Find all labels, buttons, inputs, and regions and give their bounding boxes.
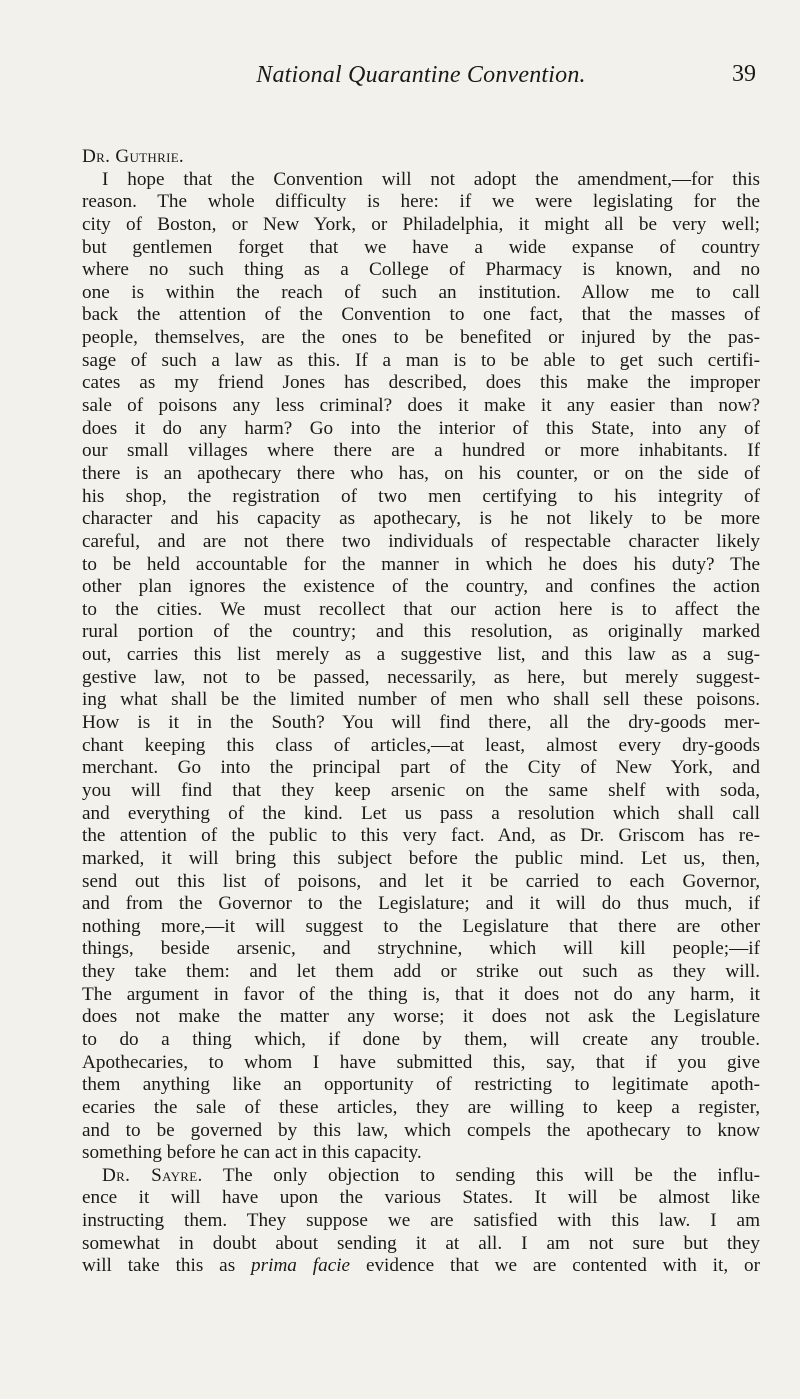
- text-line: somewhat in doubt about sending it at all. I am not sure but they: [82, 1232, 760, 1254]
- text-line: and to be governed by this law, which compels the apothecary to know: [82, 1119, 760, 1141]
- text-segment: will take this as: [82, 1255, 252, 1277]
- text-line: but gentlemen forget that we have a wide expanse of country: [82, 236, 760, 258]
- text-line: ecaries the sale of these articles, they are willing to keep a register,: [82, 1096, 760, 1118]
- text-line: cates as my friend Jones has described, does this make the improper: [82, 372, 760, 394]
- text-line: sage of such a law as this. If a man is to be able to get such certifi-: [82, 349, 760, 371]
- text-line: them anything like an opportunity of restricting to legitimate apoth-: [82, 1074, 760, 1096]
- page-number: 39: [732, 61, 756, 87]
- body-text: [82, 146, 760, 1278]
- text-line: there is an apothecary there who has, on his counter, or on the side of: [82, 462, 760, 484]
- text-line: something before he can act in this capacity.: [82, 1142, 422, 1164]
- text-line: his shop, the registration of two men certifying to his integrity of: [82, 485, 760, 507]
- text-line: people, themselves, are the ones to be benefited or injured by the pas-: [82, 327, 760, 349]
- speech-sayre-last-line: [82, 1255, 760, 1278]
- text-line: marked, it will bring this subject before the public mind. Let us, then,: [82, 847, 760, 869]
- text-line: The argument in favor of the thing is, that it does not do any harm, it: [82, 983, 760, 1005]
- speech-sayre: [82, 1187, 760, 1255]
- text-line: careful, and are not there two individuals of respectable character likely: [82, 530, 760, 552]
- text-line: reason. The whole difficulty is here: if we were legislating for the: [82, 191, 760, 213]
- text-line: things, beside arsenic, and strychnine, which will kill people;—if: [82, 938, 760, 960]
- speech-sayre-first-line: [82, 1165, 760, 1188]
- text-line: ence it will have upon the various States. It will be almost like: [82, 1187, 760, 1209]
- text-line: does it do any harm? Go into the interior of this State, into any of: [82, 417, 760, 439]
- text-line: and from the Governor to the Legislature; and it will do thus much, if: [82, 893, 760, 915]
- text-line: rural portion of the country; and this resolution, as originally marked: [82, 621, 760, 643]
- text-line: sale of poisons any less criminal? does it make it any easier than now?: [82, 395, 760, 417]
- text-line: send out this list of poisons, and let it be carried to each Governor,: [82, 870, 760, 892]
- italic-phrase: prima facie: [251, 1255, 351, 1277]
- text-line: How is it in the South? You will find there, all the dry-goods mer-: [82, 712, 760, 734]
- text-line: they take them: and let them add or strike out such as they will.: [82, 961, 760, 983]
- running-head: [82, 0, 760, 100]
- text-line: ing what shall be the limited number of men who shall sell these poisons.: [82, 689, 760, 711]
- speech-sayre-first-text: The only objection to sending this will be the influ-: [202, 1164, 760, 1186]
- text-line: our small villages where there are a hundred or more inhabitants. If: [82, 440, 760, 462]
- text-line: one is within the reach of such an institution. Allow me to call: [82, 281, 760, 303]
- text-line: does not make the matter any worse; it does not ask the Legislature: [82, 1006, 760, 1028]
- speaker-guthrie: Dr. Guthrie.: [82, 146, 185, 167]
- text-line: chant keeping this class of articles,—at least, almost every dry-goods: [82, 734, 760, 756]
- speech-guthrie: [82, 169, 760, 1165]
- text-line: merchant. Go into the principal part of the City of New York, and: [82, 757, 760, 779]
- text-line: and everything of the kind. Let us pass a resolution which shall call: [82, 802, 760, 824]
- text-line: the attention of the public to this very fact. And, as Dr. Griscom has re-: [82, 825, 760, 847]
- text-line: you will find that they keep arsenic on the same shelf with soda,: [82, 779, 760, 801]
- text-line: out, carries this list merely as a suggestive list, and this law as a sug-: [82, 644, 760, 666]
- text-line: instructing them. They suppose we are satisfied with this law. I am: [82, 1210, 760, 1232]
- text-line: I hope that the Convention will not adopt the amendment,—for this: [102, 168, 760, 190]
- text-line: other plan ignores the existence of the country, and confines the action: [82, 576, 760, 598]
- text-line: where no such thing as a College of Pharmacy is known, and no: [82, 259, 760, 281]
- text-line: to do a thing which, if done by them, will create any trouble.: [82, 1028, 760, 1050]
- running-title: National Quarantine Convention.: [256, 62, 586, 88]
- text-line: Apothecaries, to whom I have submitted this, say, that if you give: [82, 1051, 760, 1073]
- speaker-sayre: Dr. Sayre.: [102, 1164, 203, 1186]
- text-line: city of Boston, or New York, or Philadelphia, it might all be very well;: [82, 213, 760, 235]
- text-line: gestive law, not to be passed, necessarily, as here, but merely suggest-: [82, 666, 760, 688]
- text-line: back the attention of the Convention to one fact, that the masses of: [82, 304, 760, 326]
- text-segment: evidence that we are contented with it, or: [350, 1255, 760, 1277]
- text-line: nothing more,—it will suggest to the Legislature that there are other: [82, 915, 760, 937]
- text-line: to the cities. We must recollect that our action here is to affect the: [82, 598, 760, 620]
- text-line: to be held accountable for the manner in which he does his duty? The: [82, 553, 760, 575]
- text-line: character and his capacity as apothecary, is he not likely to be more: [82, 508, 760, 530]
